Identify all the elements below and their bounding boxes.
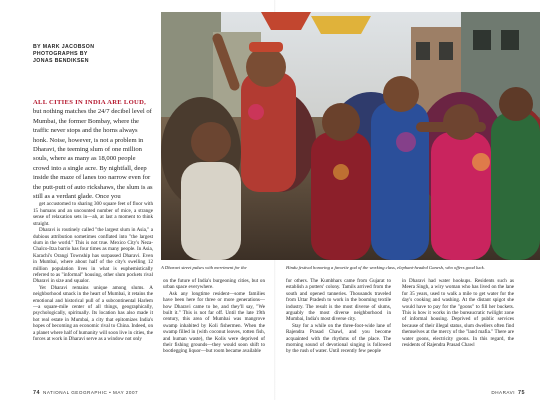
body-paragraph: Stay for a while on the three-foot-wide lane of Rajendra Prasad Chawl, and you become acquainted with the rhythms of the place. The morning sound of devotional singing is followed by the rush of water. Until recently few people — [286, 322, 391, 355]
lede-text: but nothing matches the 24/7 decibel level of Mumbai, the former Bombay, where the traffic never stops and the horns always honk. Noise, however, is not a problem in Dharavi, the teeming slum of one million souls, where as many as 18,000 people crowd into a single acre. By nightfall, deep inside the maze of lanes too narrow even for the putt-putt of auto rickshaws, the slum is as still as a verdant glade. Once you — [33, 108, 153, 201]
photo-credit-line-2: JONAS BENDIKSEN — [33, 58, 89, 64]
body-paragraph: on the future of India's burgeoning cities, but on urban space everywhere. — [163, 278, 265, 291]
body-paragraph: Yet Dharavi remains unique among slums. A neighborhood smack in the heart of Mumbai, it retains the emotional and historical pull of a subcontinental Harlem—a square-mile center of all things, geographically, psychologically, spiritually. Its location has also made it hot real estate in Mumbai, a city that epitomizes India's hopes of becoming an economic rival to China. Indeed, on a planet where half of humanity will soon live in cities, the forces at work in Dharavi serve as a window not only — [33, 284, 153, 342]
body-paragraph: for others. The Kumbhars came from Gujarat to establish a potters' colony. Tamils arrived from the south and opened tanneries. Thousands traveled from Uttar Pradesh to work in the booming textile industry. The result is the most diverse of slums, arguably the most diverse neighborhood in Mumbai, India's most diverse city. — [286, 278, 391, 323]
body-column-4 — [402, 278, 514, 390]
page-number-right: 75 — [518, 390, 525, 396]
body-paragraph: get accustomed to sharing 300 square feet of floor with 15 humans and an uncounted number of mice, a strange sense of relaxation sets in—ah, at last a moment to think straight. — [33, 201, 153, 227]
folio-left — [33, 390, 138, 396]
body-paragraph: in Dharavi had water hookups. Residents such as Meera Singh, a wiry woman who has lived on the lane for 35 years, used to walk a mile to get water for the day's cooking and washing. At the distant spigot she would have to pay for the "goons" to fill her buckets. This is how it works in the bureaucratic twilight zone of informal housing. Deprived of public services because of their illegal status, slum dwellers often find themselves at the mercy of the "land mafia." There are water goons, electricity goons. In this regard, the residents of Rajendra Prasad Chawl — [402, 278, 514, 349]
credits — [33, 44, 153, 65]
page-number-left: 74 — [33, 390, 40, 396]
folio-right — [491, 390, 525, 396]
body-column-2 — [163, 278, 265, 390]
body-column-3 — [286, 278, 391, 390]
lead-in: ALL CITIES IN INDIA ARE LOUD, — [33, 99, 147, 106]
folio-left-text: NATIONAL GEOGRAPHIC • MAY 2007 — [43, 390, 139, 395]
festival-photo — [161, 12, 540, 260]
folio-right-text: DHARAVI — [491, 390, 515, 395]
body-paragraph: Dharavi is routinely called "the largest slum in Asia," a dubious attribution sometimes conflated into "the largest slum in the world." This is not true. Mexico City's Neza-Chalco-Itza barrio has four times as many people. In Asia, Karachi's Orangi Township has surpassed Dharavi. Even in Mumbai, where about half of the city's swelling 12 million population lives in what is euphemistically referred to as "informal" housing, other slum pockets rival Dharavi in size and squalor. — [33, 227, 153, 285]
byline: BY MARK JACOBSON — [33, 44, 95, 50]
lede-column — [33, 98, 153, 396]
photo-credit-line-1: PHOTOGRAPHS BY — [33, 51, 88, 57]
lede-paragraph — [33, 98, 153, 201]
photo-caption-right: Hindu festival honoring a favorite god of the working class, elephant-headed Ganesh, who offers good luck. — [286, 265, 485, 270]
festival-crowd-illustration — [161, 12, 540, 260]
photo-caption-left: A Dharavi street pulses with merriment for the — [161, 265, 247, 270]
body-paragraph: Ask any longtime resident—some families have been here for three or more generations—how Dharavi came to be, and they'll say, "We built it." This is not far off. Until the late 19th century, this area of Mumbai was mangrove swamp inhabited by Koli fishermen. When the swamp filled in (with coconut leaves, rotten fish, and human waste), the Kolis were deprived of their fishing grounds—they would soon shift to bootlegging liquor—but room became available — [163, 290, 265, 355]
